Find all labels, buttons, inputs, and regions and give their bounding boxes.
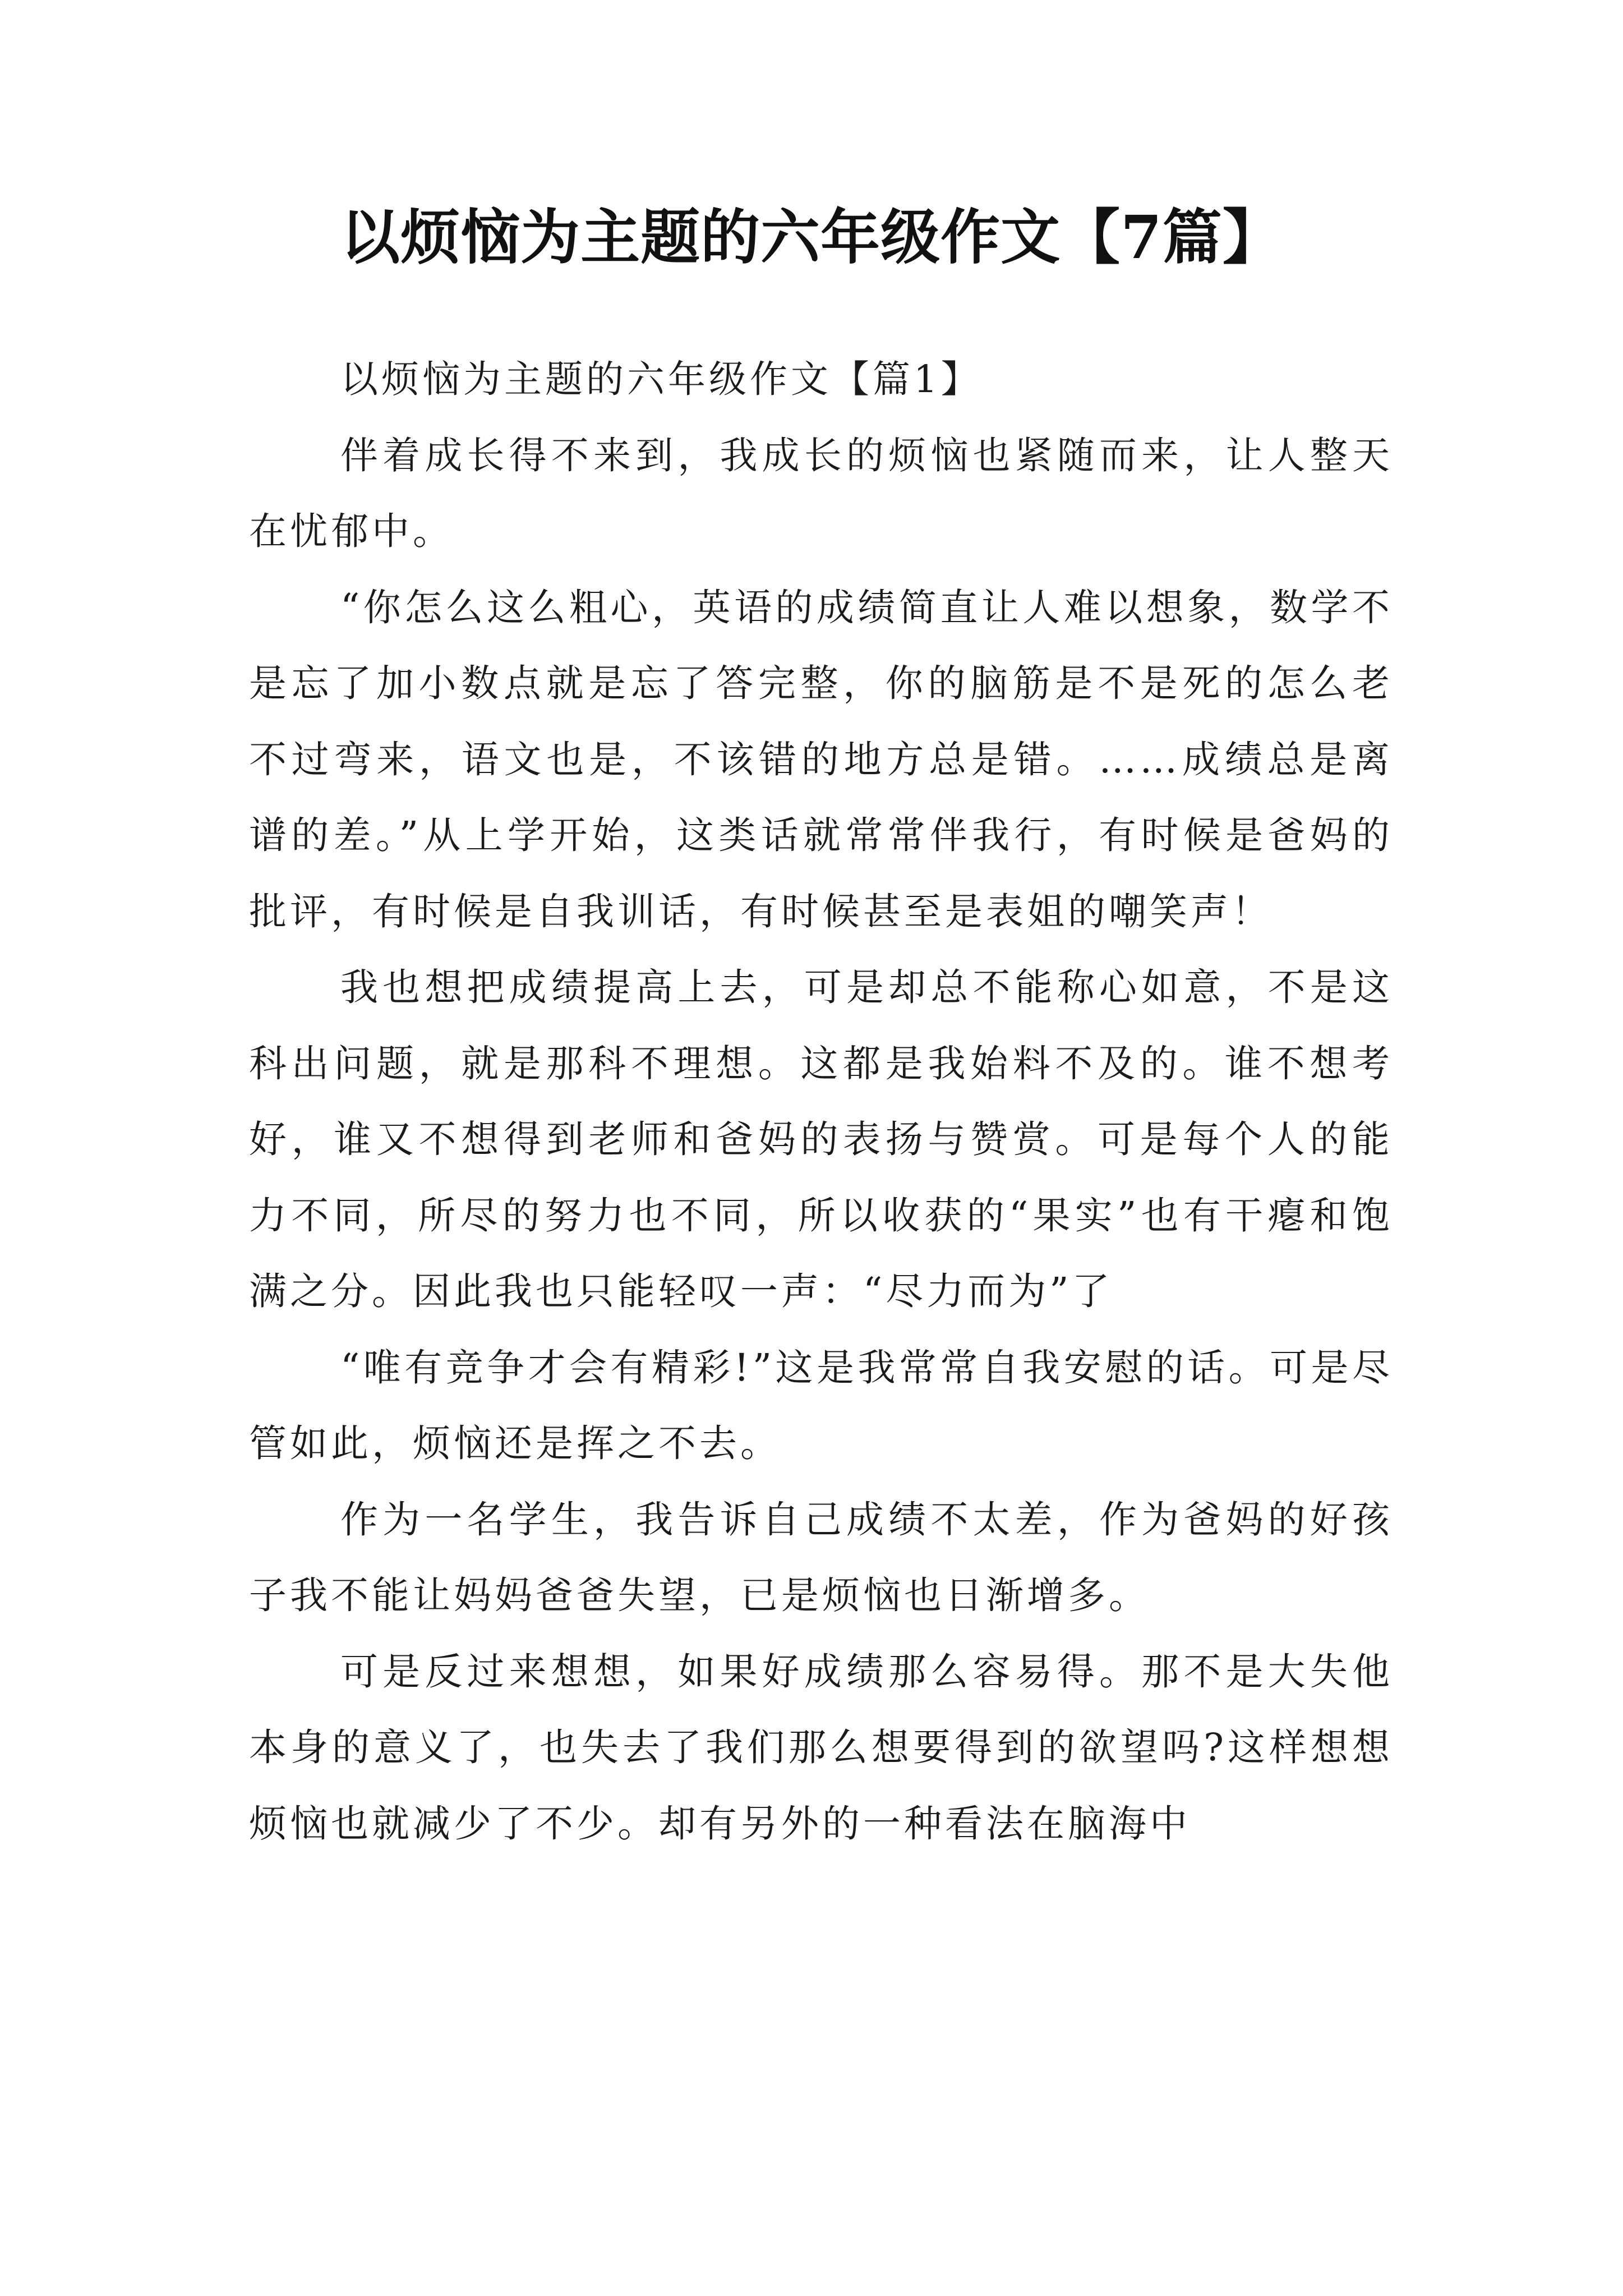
paragraph: 伴着成长得不来到，我成长的烦恼也紧随而来，让人整天在忧郁中。 — [249, 433, 1393, 553]
paragraph: 可是反过来想想，如果好成绩那么容易得。那不是大失他本身的意义了，也失去了我们那么想要得到的欲望吗?这样想想烦恼也就减少了不少。却有另外的一种看法在脑海中 — [249, 1649, 1393, 1846]
paragraph: 我也想把成绩提高上去，可是却总不能称心如意，不是这科出问题，就是那科不理想。这都是我始料不及的。谁不想考好，谁又不想得到老师和爸妈的表扬与赞赏。可是每个人的能力不同，所尽的努力也不同，所以收获的“果实”也有干瘪和饱满之分。因此我也只能轻叹一声：“尽力而为”了 — [249, 965, 1393, 1313]
document-title: 以烦恼为主题的六年级作文【7篇】 — [340, 202, 1283, 272]
paragraph: “你怎么这么粗心，英语的成绩简直让人难以想象，数学不是忘了加小数点就是忘了答完整，你的脑筋是不是死的怎么老不过弯来，语文也是，不该错的地方总是错。……成绩总是离谱的差。”从上学开始，这类话就常常伴我行，有时候是爸妈的批评，有时候是自我训话，有时候甚至是表姐的嘲笑声！ — [249, 585, 1393, 933]
paragraph: 作为一名学生，我告诉自己成绩不太差，作为爸妈的好孩子我不能让妈妈爸爸失望，已是烦恼也日渐增多。 — [249, 1497, 1393, 1617]
section-heading: 以烦恼为主题的六年级作文【篇1】 — [340, 357, 982, 401]
paragraph: “唯有竞争才会有精彩!”这是我常常自我安慰的话。可是尽管如此，烦恼还是挥之不去。 — [249, 1345, 1393, 1465]
document-body — [249, 342, 1393, 1862]
